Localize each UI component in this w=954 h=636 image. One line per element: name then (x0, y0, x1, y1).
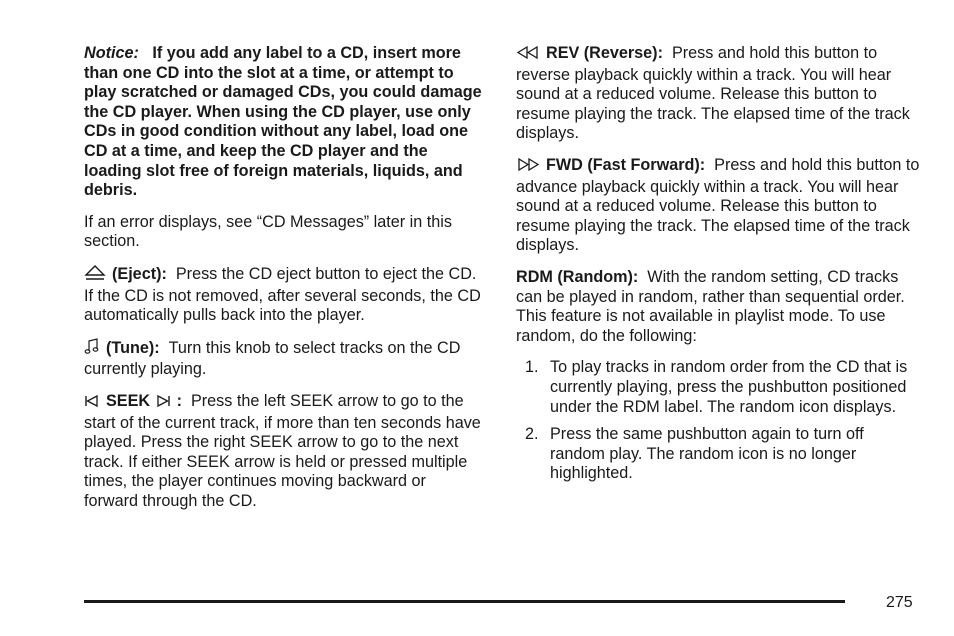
tune-text: Turn this knob to select tracks on the CD currently playing. (84, 338, 461, 379)
eject-icon (84, 264, 106, 287)
rev-paragraph (516, 44, 922, 144)
list-item (516, 425, 922, 484)
tune-paragraph (84, 338, 484, 380)
rev-text: Press and hold this button to reverse playback quickly within a track. You will hear sound at a reduced volume. Release this button to resume playing the track. The elapsed time of the track displays. (516, 44, 910, 143)
fwd-label: FWD (Fast Forward): (546, 155, 706, 174)
rdm-paragraph (516, 268, 922, 346)
step-number: 2. (525, 425, 539, 444)
left-column (84, 44, 484, 523)
rdm-label: RDM (Random): (516, 267, 639, 286)
eject-label: (Eject): (112, 264, 167, 283)
footer-rule (84, 600, 845, 603)
fwd-paragraph (516, 156, 922, 256)
eject-paragraph (84, 264, 484, 326)
right-column (516, 44, 922, 492)
step-text: Press the same pushbutton again to turn off random play. The random icon is no longer highlighted. (550, 425, 864, 483)
seek-label: SEEK (106, 391, 151, 410)
step-number: 1. (525, 358, 539, 377)
seek-text: Press the left SEEK arrow to go to the start of the current track, if more than ten seconds have played. Press the right SEEK arrow to go to the next track. If either SEEK arrow is held or pressed multiple times, the player continues moving backward or forward through the CD. (84, 391, 481, 510)
seek-back-icon (84, 394, 100, 414)
step-text: To play tracks in random order from the CD that is currently playing, press the pushbutton positioned under the RDM label. The random icon displays. (550, 358, 908, 416)
seek-paragraph (84, 392, 484, 512)
notice-text: If you add any label to a CD, insert more than one CD into the slot at a time, or attempt to play scratched or damaged CDs, you could damage the CD player. When using the CD player, use only CDs in good condition without any label, load one CD at a time, and keep the CD player and the loading slot free of foreign materials, liquids, and debris. (84, 44, 482, 200)
random-steps-list (516, 358, 922, 484)
error-paragraph: If an error displays, see “CD Messages” later in this section. (84, 212, 452, 251)
rdm-text: With the random setting, CD tracks can be played in random, rather than sequential order. This feature is not available in playlist mode. To use random, do the following: (516, 267, 905, 345)
seek-colon: : (176, 391, 182, 410)
notice-label: Notice: (84, 44, 139, 62)
fast-forward-icon (516, 157, 540, 178)
tune-label: (Tune): (106, 338, 160, 357)
notice-paragraph (84, 44, 484, 201)
rev-label: REV (Reverse): (546, 44, 663, 62)
fwd-text: Press and hold this button to advance playback quickly within a track. You will hear sound at a reduced volume. Release this button to resume playing the track. The elapsed time of the track displays. (516, 155, 920, 255)
seek-forward-icon (155, 394, 171, 414)
music-note-icon (84, 338, 100, 361)
rewind-icon (516, 45, 540, 66)
list-item (516, 358, 922, 417)
page-number: 275 (886, 594, 913, 611)
eject-text: Press the CD eject button to eject the CD. If the CD is not removed, after several seconds, the CD automatically pulls back into the player. (84, 264, 481, 325)
